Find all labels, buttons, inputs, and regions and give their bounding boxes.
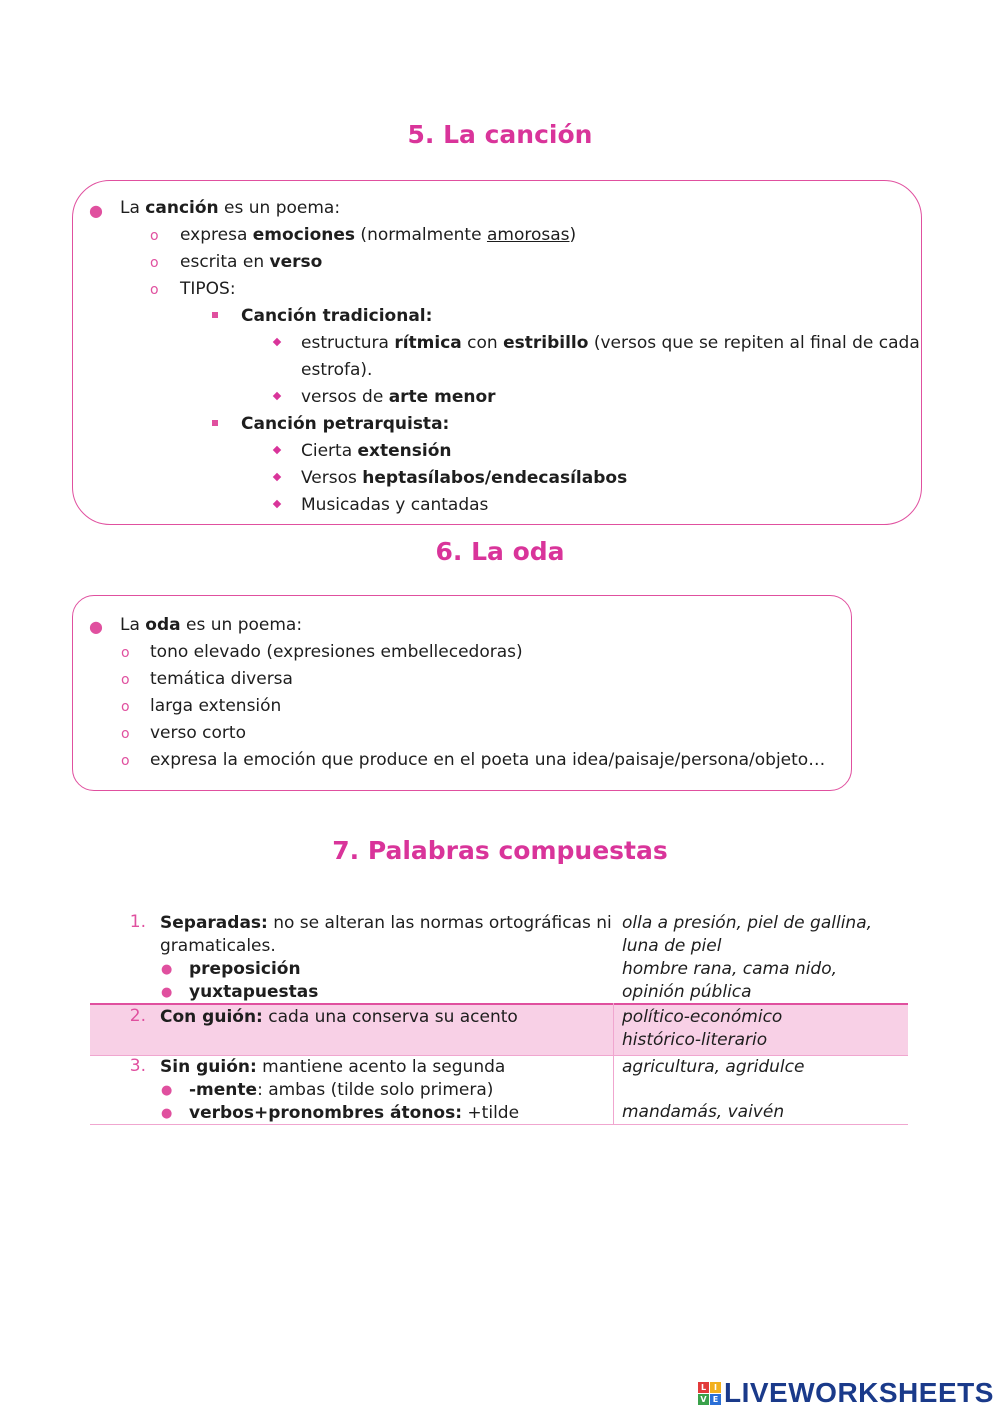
example-text: agricultura, agridulce (622, 1057, 805, 1077)
row-1-text-cont: gramaticales. (160, 936, 276, 956)
row-1-sub: preposición (189, 959, 301, 979)
example-text: hombre rana, cama nido, (622, 959, 838, 979)
row-number: 2. (129, 1006, 146, 1026)
bullet-icon: ● (89, 617, 103, 636)
s5-petrarquista-label: Canción petrarquista: (241, 414, 450, 434)
bullet-icon: ● (161, 1106, 173, 1121)
example-text: opinión pública (622, 982, 752, 1002)
row-number: 3. (129, 1056, 146, 1076)
s6-item: tono elevado (expresiones embellecedoras) (150, 642, 523, 662)
s5-item-emociones: expresa emociones (normalmente amorosas) (180, 225, 577, 245)
s6-item: expresa la emoción que produce en el poeta una idea/paisaje/persona/objeto… (150, 750, 826, 770)
row-1-sub: yuxtapuestas (189, 982, 319, 1002)
bullet-icon: ● (161, 962, 173, 977)
s5-intro: La canción es un poema: (120, 198, 341, 218)
example-text: olla a presión, piel de gallina, (622, 913, 873, 933)
circle-bullet-icon: o (150, 282, 159, 298)
example-text: mandamás, vaivén (622, 1102, 785, 1122)
square-bullet-icon (212, 420, 218, 426)
row-3-sub: -mente: ambas (tilde solo primera) (189, 1080, 494, 1100)
section-5-title: 5. La canción (407, 120, 593, 149)
circle-bullet-icon: o (121, 699, 130, 715)
square-bullet-icon (212, 312, 218, 318)
s5-petrarquista-sub3: Musicadas y cantadas (301, 495, 489, 515)
s5-petrarquista-sub2: Versos heptasílabos/endecasílabos (301, 468, 628, 488)
example-text: político-económico (622, 1007, 783, 1027)
s5-tradicional-sub1-cont: estrofa). (301, 360, 373, 380)
example-text: luna de piel (622, 936, 722, 956)
circle-bullet-icon: o (121, 753, 130, 769)
circle-bullet-icon: o (121, 726, 130, 742)
example-text: histórico-literario (622, 1030, 768, 1050)
row-2-text: Con guión: cada una conserva su acento (160, 1007, 518, 1027)
section-7-title: 7. Palabras compuestas (332, 836, 668, 865)
s6-intro: La oda es un poema: (120, 615, 303, 635)
bullet-icon: ● (89, 201, 103, 220)
logo-text: LIVEWORKSHEETS (724, 1377, 994, 1408)
circle-bullet-icon: o (121, 672, 130, 688)
s5-tradicional-label: Canción tradicional: (241, 306, 433, 326)
table-column-divider (613, 1003, 614, 1125)
row-number: 1. (129, 912, 146, 932)
s5-petrarquista-sub1: Cierta extensión (301, 441, 452, 461)
row-3-text: Sin guión: mantiene acento la segunda (160, 1057, 506, 1077)
circle-bullet-icon: o (150, 228, 159, 244)
row-1-text: Separadas: no se alteran las normas ortográficas ni (160, 913, 612, 933)
section-6-title: 6. La oda (435, 537, 565, 566)
s5-item-tipos: TIPOS: (180, 279, 236, 299)
circle-bullet-icon: o (121, 645, 130, 661)
s6-item: temática diversa (150, 669, 293, 689)
logo-mark-icon: L I V E (698, 1382, 721, 1405)
s6-item: larga extensión (150, 696, 282, 716)
s5-tradicional-sub2: versos de arte menor (301, 387, 496, 407)
s5-tradicional-sub1: estructura rítmica con estribillo (versos que se repiten al final de cada (301, 333, 920, 353)
row-3-sub: verbos+pronombres átonos: +tilde (189, 1103, 520, 1123)
bullet-icon: ● (161, 985, 173, 1000)
bullet-icon: ● (161, 1083, 173, 1098)
circle-bullet-icon: o (150, 255, 159, 271)
s6-item: verso corto (150, 723, 246, 743)
s5-item-verso: escrita en verso (180, 252, 323, 272)
liveworksheets-logo[interactable] (698, 1377, 994, 1408)
